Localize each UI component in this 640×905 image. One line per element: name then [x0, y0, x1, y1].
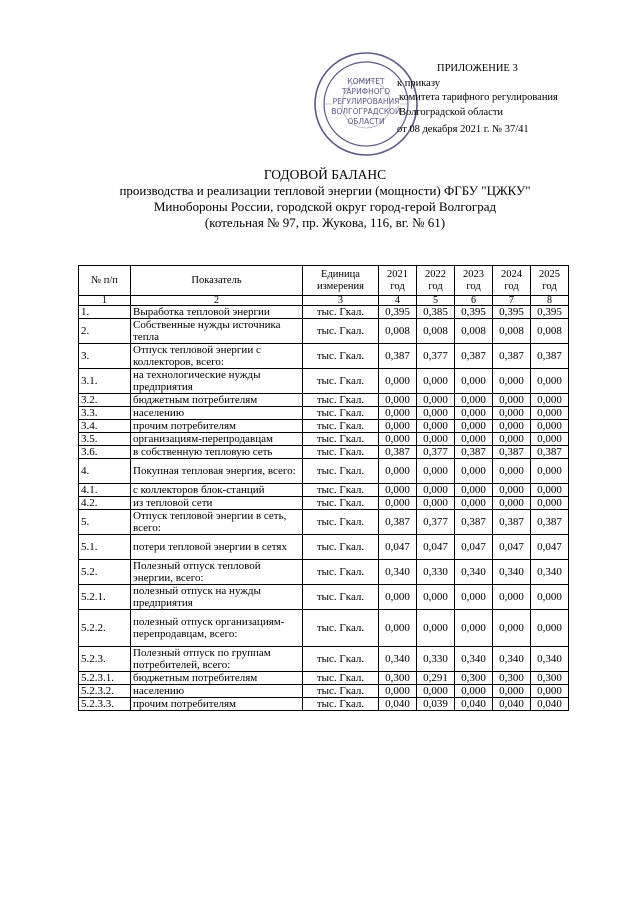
row-indicator: Выработка тепловой энергии: [131, 306, 303, 319]
row-value: 0,000: [379, 610, 417, 647]
row-unit: тыс. Гкал.: [303, 610, 379, 647]
title-line-2: производства и реализации тепловой энергии (мощности) ФГБУ "ЦЖКУ": [119, 183, 531, 198]
row-value: 0,300: [493, 672, 531, 685]
svg-text:КОМИТЕТ: КОМИТЕТ: [347, 77, 385, 86]
row-value: 0,387: [379, 446, 417, 459]
title-main: ГОДОВОЙ БАЛАНС: [263, 167, 387, 182]
row-value: 0,047: [455, 535, 493, 560]
row-unit: тыс. Гкал.: [303, 560, 379, 585]
row-value: 0,000: [493, 407, 531, 420]
row-indicator: на технологические нужды предприятия: [131, 369, 303, 394]
table-row: [79, 560, 569, 585]
row-value: 0,000: [455, 685, 493, 698]
table-row: [79, 585, 569, 610]
row-unit: тыс. Гкал.: [303, 698, 379, 711]
row-value: 0,395: [531, 306, 569, 319]
row-indicator: Полезный отпуск по группам потребителей, всего:: [131, 647, 303, 672]
row-unit: тыс. Гкал.: [303, 394, 379, 407]
row-value: 0,387: [531, 344, 569, 369]
row-value: 0,047: [379, 535, 417, 560]
row-value: 0,385: [417, 306, 455, 319]
row-value: 0,000: [531, 369, 569, 394]
row-value: 0,000: [531, 484, 569, 497]
row-value: 0,008: [493, 319, 531, 344]
row-value: 0,340: [379, 647, 417, 672]
row-value: 0,000: [379, 369, 417, 394]
row-value: 0,000: [417, 484, 455, 497]
row-number: 5.2.: [79, 560, 131, 585]
row-value: 0,000: [455, 585, 493, 610]
row-unit: тыс. Гкал.: [303, 407, 379, 420]
row-number: 5.2.1.: [79, 585, 131, 610]
table-body: [79, 306, 569, 711]
row-value: 0,040: [455, 698, 493, 711]
row-value: 0,000: [531, 585, 569, 610]
row-value: 0,000: [379, 433, 417, 446]
row-number: 4.: [79, 459, 131, 484]
header-2023: 2023 год: [455, 266, 493, 296]
row-number: 1.: [79, 306, 131, 319]
row-value: 0,000: [455, 459, 493, 484]
row-unit: тыс. Гкал.: [303, 685, 379, 698]
row-value: 0,300: [379, 672, 417, 685]
row-value: 0,000: [493, 497, 531, 510]
header-unit: Единица измерения: [303, 266, 379, 296]
row-indicator: в собственную тепловую сеть: [131, 446, 303, 459]
row-indicator: прочим потребителям: [131, 420, 303, 433]
row-value: 0,395: [493, 306, 531, 319]
row-number: 5.2.2.: [79, 610, 131, 647]
table-row: [79, 394, 569, 407]
column-number-row: [79, 296, 569, 306]
row-value: 0,000: [493, 484, 531, 497]
table-row: [79, 446, 569, 459]
row-value: 0,000: [417, 420, 455, 433]
table-row: [79, 685, 569, 698]
row-value: 0,000: [531, 394, 569, 407]
balance-table: [78, 265, 569, 711]
table-row: [79, 510, 569, 535]
row-value: 0,000: [493, 433, 531, 446]
row-value: 0,330: [417, 560, 455, 585]
colnum: 4: [379, 296, 417, 306]
colnum: 1: [79, 296, 131, 306]
row-value: 0,000: [493, 369, 531, 394]
row-unit: тыс. Гкал.: [303, 647, 379, 672]
row-value: 0,387: [455, 510, 493, 535]
row-value: 0,000: [379, 484, 417, 497]
row-value: 0,047: [531, 535, 569, 560]
row-value: 0,000: [531, 459, 569, 484]
row-value: 0,040: [531, 698, 569, 711]
row-value: 0,000: [417, 497, 455, 510]
row-value: 0,039: [417, 698, 455, 711]
row-value: 0,000: [379, 685, 417, 698]
row-unit: тыс. Гкал.: [303, 369, 379, 394]
row-value: 0,340: [531, 647, 569, 672]
row-value: 0,300: [531, 672, 569, 685]
row-value: 0,000: [417, 685, 455, 698]
row-value: 0,000: [531, 420, 569, 433]
row-value: 0,387: [455, 344, 493, 369]
row-number: 3.5.: [79, 433, 131, 446]
svg-text:ТАРИФНОГО: ТАРИФНОГО: [341, 87, 391, 96]
table-row: [79, 647, 569, 672]
row-value: 0,008: [379, 319, 417, 344]
table-row: [79, 407, 569, 420]
row-value: 0,377: [417, 446, 455, 459]
row-indicator: Собственные нужды источника тепла: [131, 319, 303, 344]
row-value: 0,340: [455, 647, 493, 672]
table-row: [79, 420, 569, 433]
row-number: 5.1.: [79, 535, 131, 560]
row-value: 0,340: [455, 560, 493, 585]
header-2025: 2025 год: [531, 266, 569, 296]
row-unit: тыс. Гкал.: [303, 446, 379, 459]
row-value: 0,387: [531, 510, 569, 535]
row-number: 3.4.: [79, 420, 131, 433]
row-value: 0,000: [531, 610, 569, 647]
row-number: 5.2.3.2.: [79, 685, 131, 698]
row-unit: тыс. Гкал.: [303, 535, 379, 560]
row-number: 3.3.: [79, 407, 131, 420]
row-value: 0,008: [531, 319, 569, 344]
row-unit: тыс. Гкал.: [303, 672, 379, 685]
row-unit: тыс. Гкал.: [303, 459, 379, 484]
row-value: 0,000: [531, 685, 569, 698]
appendix-line-5: от 08 декабря 2021 г. № 37/41: [397, 124, 529, 135]
row-value: 0,300: [455, 672, 493, 685]
row-value: 0,000: [417, 407, 455, 420]
row-unit: тыс. Гкал.: [303, 497, 379, 510]
row-indicator: организациям-перепродавцам: [131, 433, 303, 446]
row-value: 0,000: [417, 585, 455, 610]
row-number: 3.2.: [79, 394, 131, 407]
row-value: 0,340: [493, 647, 531, 672]
table-row: [79, 484, 569, 497]
table-row: [79, 369, 569, 394]
row-value: 0,387: [379, 510, 417, 535]
colnum: 2: [131, 296, 303, 306]
row-unit: тыс. Гкал.: [303, 420, 379, 433]
row-value: 0,000: [455, 407, 493, 420]
row-value: 0,000: [417, 369, 455, 394]
row-number: 2.: [79, 319, 131, 344]
row-value: 0,387: [493, 510, 531, 535]
row-unit: тыс. Гкал.: [303, 344, 379, 369]
document-title: [80, 167, 570, 231]
row-number: 3.1.: [79, 369, 131, 394]
row-value: 0,395: [379, 306, 417, 319]
row-indicator: Полезный отпуск тепловой энергии, всего:: [131, 560, 303, 585]
row-number: 4.2.: [79, 497, 131, 510]
table-row: [79, 672, 569, 685]
row-unit: тыс. Гкал.: [303, 585, 379, 610]
colnum: 8: [531, 296, 569, 306]
row-value: 0,395: [455, 306, 493, 319]
row-value: 0,000: [417, 433, 455, 446]
row-indicator: населению: [131, 685, 303, 698]
header-name: Показатель: [131, 266, 303, 296]
row-indicator: Отпуск тепловой энергии в сеть, всего:: [131, 510, 303, 535]
row-indicator: потери тепловой энергии в сетях: [131, 535, 303, 560]
row-value: 0,000: [455, 420, 493, 433]
row-value: 0,377: [417, 510, 455, 535]
row-value: 0,340: [493, 560, 531, 585]
row-indicator: с коллекторов блок-станций: [131, 484, 303, 497]
row-value: 0,340: [531, 560, 569, 585]
row-number: 5.2.3.1.: [79, 672, 131, 685]
row-value: 0,000: [531, 497, 569, 510]
row-unit: тыс. Гкал.: [303, 306, 379, 319]
row-indicator: бюджетным потребителям: [131, 672, 303, 685]
row-value: 0,387: [493, 446, 531, 459]
appendix-line-1: ПРИЛОЖЕНИЕ 3: [437, 63, 518, 74]
row-indicator: полезный отпуск организациям-перепродавцам, всего:: [131, 610, 303, 647]
title-line-3: Минобороны России, городской округ город-герой Волгоград: [153, 199, 497, 214]
row-number: 5.2.3.: [79, 647, 131, 672]
table-row: [79, 306, 569, 319]
row-indicator: Покупная тепловая энергия, всего:: [131, 459, 303, 484]
header-2024: 2024 год: [493, 266, 531, 296]
table-row: [79, 698, 569, 711]
row-value: 0,008: [417, 319, 455, 344]
colnum: 5: [417, 296, 455, 306]
row-value: 0,000: [455, 394, 493, 407]
row-value: 0,000: [417, 394, 455, 407]
title-line-4: (котельная № 97, пр. Жукова, 116, вг. № 61): [204, 215, 446, 230]
row-value: 0,000: [455, 610, 493, 647]
row-value: 0,000: [455, 433, 493, 446]
row-number: 3.6.: [79, 446, 131, 459]
row-unit: тыс. Гкал.: [303, 510, 379, 535]
row-number: 5.2.3.3.: [79, 698, 131, 711]
row-indicator: Отпуск тепловой энергии с коллекторов, всего:: [131, 344, 303, 369]
row-value: 0,000: [455, 484, 493, 497]
row-value: 0,291: [417, 672, 455, 685]
svg-text:РЕГУЛИРОВАНИЯ: РЕГУЛИРОВАНИЯ: [332, 97, 400, 106]
appendix-line-2: к приказу: [397, 77, 440, 89]
row-value: 0,000: [379, 420, 417, 433]
row-value: 0,000: [455, 369, 493, 394]
row-value: 0,000: [493, 394, 531, 407]
table-row: [79, 319, 569, 344]
table-row: [79, 459, 569, 484]
row-indicator: населению: [131, 407, 303, 420]
row-value: 0,000: [531, 433, 569, 446]
table-row: [79, 610, 569, 647]
row-value: 0,000: [379, 585, 417, 610]
row-number: 5.: [79, 510, 131, 535]
colnum: 3: [303, 296, 379, 306]
header-2021: 2021 год: [379, 266, 417, 296]
header-2022: 2022 год: [417, 266, 455, 296]
table-row: [79, 535, 569, 560]
row-value: 0,047: [493, 535, 531, 560]
svg-text:ОБЛАСТИ: ОБЛАСТИ: [347, 117, 385, 126]
row-value: 0,047: [417, 535, 455, 560]
row-value: 0,040: [493, 698, 531, 711]
row-value: 0,000: [493, 459, 531, 484]
row-value: 0,000: [493, 610, 531, 647]
row-value: 0,000: [417, 610, 455, 647]
row-value: 0,330: [417, 647, 455, 672]
row-value: 0,008: [455, 319, 493, 344]
row-indicator: прочим потребителям: [131, 698, 303, 711]
row-value: 0,000: [417, 459, 455, 484]
row-value: 0,040: [379, 698, 417, 711]
appendix-header: [397, 62, 627, 138]
row-indicator: бюджетным потребителям: [131, 394, 303, 407]
row-value: 0,387: [493, 344, 531, 369]
row-indicator: из тепловой сети: [131, 497, 303, 510]
row-number: 4.1.: [79, 484, 131, 497]
row-value: 0,387: [455, 446, 493, 459]
row-number: 3.: [79, 344, 131, 369]
appendix-line-3: комитета тарифного регулирования: [399, 92, 558, 103]
svg-text:ВОЛГОГРАДСКОЙ: ВОЛГОГРАДСКОЙ: [331, 107, 401, 116]
row-value: 0,000: [379, 497, 417, 510]
row-value: 0,340: [379, 560, 417, 585]
table-row: [79, 344, 569, 369]
table-row: [79, 433, 569, 446]
row-unit: тыс. Гкал.: [303, 433, 379, 446]
header-num: № п/п: [79, 266, 131, 296]
row-value: 0,000: [379, 407, 417, 420]
row-value: 0,000: [379, 459, 417, 484]
row-unit: тыс. Гкал.: [303, 484, 379, 497]
colnum: 6: [455, 296, 493, 306]
row-value: 0,000: [379, 394, 417, 407]
table-row: [79, 497, 569, 510]
colnum: 7: [493, 296, 531, 306]
row-value: 0,000: [493, 420, 531, 433]
row-value: 0,000: [493, 585, 531, 610]
row-indicator: полезный отпуск на нужды предприятия: [131, 585, 303, 610]
row-value: 0,000: [531, 407, 569, 420]
row-value: 0,377: [417, 344, 455, 369]
appendix-line-4: Волгоградской области: [399, 106, 504, 118]
row-value: 0,387: [531, 446, 569, 459]
row-value: 0,000: [455, 497, 493, 510]
row-value: 0,000: [493, 685, 531, 698]
row-unit: тыс. Гкал.: [303, 319, 379, 344]
row-value: 0,387: [379, 344, 417, 369]
